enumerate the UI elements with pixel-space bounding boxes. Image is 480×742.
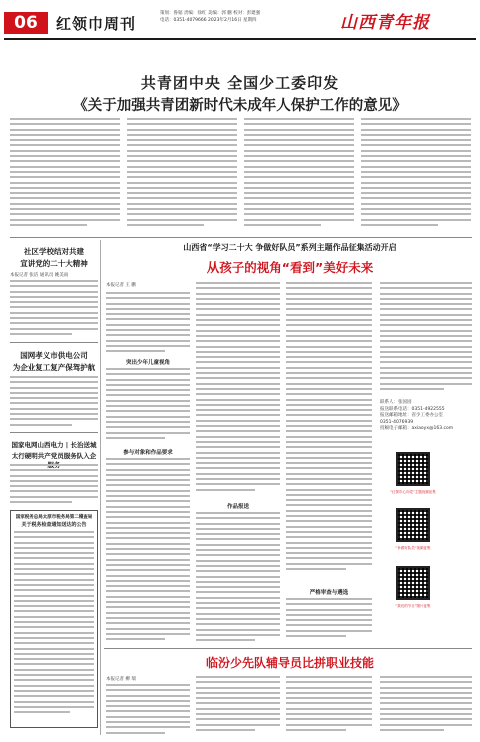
bottom-divider — [104, 648, 472, 649]
lead-article-col-4 — [361, 118, 471, 233]
notice-title-1: 国家税务总局太原市税务局第二稽查局 — [15, 515, 93, 520]
notice-body — [14, 531, 94, 723]
tax-notice-box — [10, 510, 98, 728]
contact-mailbox: 报送邮箱地址：省少工委办公室 — [380, 413, 443, 418]
bottom-byline: 本报记者 柳 瑞 — [106, 677, 136, 682]
box1-title-2: 宣讲党的二十大精神 — [20, 259, 88, 268]
box1-title-1: 社区学校结对共建 — [24, 247, 84, 256]
feature-byline: 本报记者 王 鹏 — [106, 283, 136, 288]
contact-fax: 0351-4076939 — [380, 419, 414, 425]
subhead-participants: 参与对象和作品要求 — [123, 450, 173, 456]
lead-article-col-2 — [127, 118, 237, 233]
qr-3-caption: “我们的节日”图片征集 — [395, 604, 431, 608]
contact-email: 投稿电子邮箱：axiaoyx@163.com — [380, 426, 454, 431]
box3-body — [10, 464, 98, 506]
newspaper-logo: 山西青年报 — [340, 13, 430, 33]
editor-meta — [160, 10, 330, 24]
feature-col-2-body-2 — [196, 512, 280, 644]
feature-col-3-body — [286, 282, 372, 582]
feature-col-1-intro — [106, 292, 190, 352]
subhead-submission: 作品报送 — [226, 504, 249, 510]
masthead-rule — [4, 38, 476, 40]
bottom-col-1 — [106, 684, 190, 736]
subhead-child-view: 突出少年儿童视角 — [125, 360, 170, 366]
page-number: 06 — [4, 12, 48, 34]
main-headline: 共青团中央 全国少工委印发 — [140, 74, 340, 92]
bottom-headline: 临汾少先队辅导员比拼职业技能 — [205, 656, 374, 670]
subhead-review: 严格审查与遴选 — [309, 590, 349, 596]
bottom-col-3 — [286, 676, 372, 736]
contact-block — [380, 400, 472, 433]
box3-title-1: 国家电网山西电力 | 长治送城 — [11, 441, 97, 449]
feature-col-1-body-2 — [106, 458, 190, 644]
box2-divider — [10, 432, 98, 433]
feature-kicker: 山西省“学习二十大 争做好队员”系列主题作品征集活动开启 — [183, 243, 397, 252]
section-divider — [10, 237, 472, 238]
box1-divider — [10, 342, 98, 343]
editor-credits: 策划：鲁韬 责编：徐红 美编：郭 鹏 校对：彭建强 — [160, 11, 261, 16]
feature-col-3-body-2 — [286, 598, 372, 644]
qr-code-icon — [396, 508, 430, 542]
masthead — [0, 0, 480, 40]
feature-title: 从孩子的视角“看到”美好未来 — [206, 260, 374, 275]
feature-col-1-body — [106, 368, 190, 442]
notice-title-2: 关于税务检查通知送达的公告 — [21, 522, 87, 528]
box2-body — [10, 376, 98, 426]
section-name: 红领巾周刊 — [56, 15, 137, 33]
qr-code-icon — [396, 452, 430, 486]
issue-date: 电话：0351-4079666 2023年2月16日 星期四 — [160, 18, 257, 23]
lead-article-col-3 — [244, 118, 354, 233]
lead-article-col-1 — [10, 118, 120, 233]
bottom-col-4 — [380, 676, 472, 736]
contact-phone: 报送联系电话：0351-4922555 — [380, 406, 445, 412]
qr-1-caption: “红领巾心向党”主题视频征集 — [390, 490, 436, 494]
feature-col-2-body — [196, 282, 280, 496]
contact-person: 联系人：张国园 — [380, 400, 412, 405]
qr-code-icon — [396, 566, 430, 600]
box2-title-1: 国网孝义市供电公司 — [20, 351, 88, 360]
main-headline-sub: 《关于加强共青团新时代未成年人保护工作的意见》 — [73, 98, 407, 114]
box3-title-2: 太行硬明共产党员服务队入企 — [11, 452, 97, 460]
box1-body — [10, 280, 98, 336]
bottom-col-2 — [196, 676, 280, 736]
box2-title-2: 为企业复工复产保驾护航 — [12, 363, 96, 372]
box1-byline: 本报记者 张洁 通讯员 姚美雨 — [10, 273, 69, 278]
qr-2-caption: “争做好队员”视频征集 — [395, 546, 431, 550]
feature-col-4-body — [380, 282, 472, 394]
